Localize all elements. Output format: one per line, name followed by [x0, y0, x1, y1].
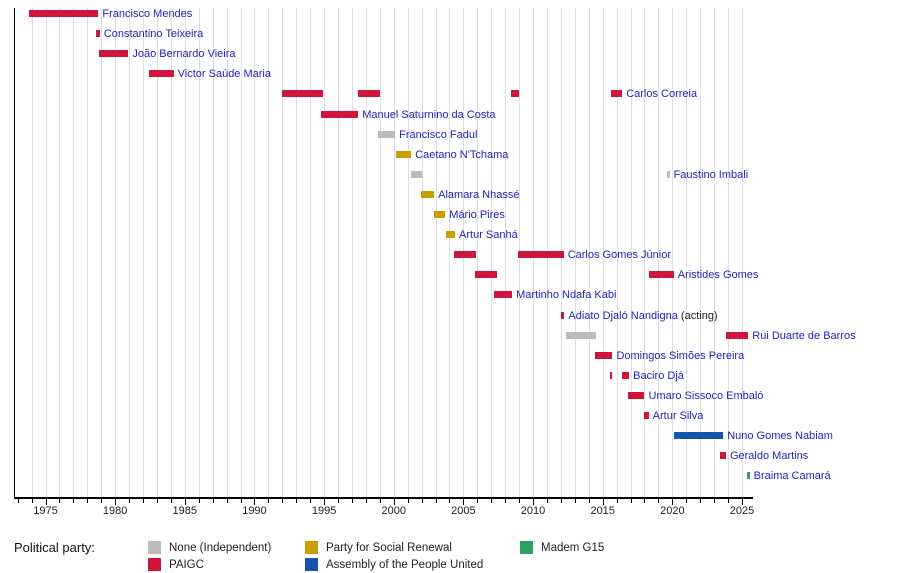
axis-tick-label: 2000	[381, 505, 406, 517]
axis-tick	[505, 499, 506, 503]
person-label[interactable]	[730, 450, 808, 462]
axis-tick	[199, 499, 200, 503]
year-gridline	[728, 8, 729, 497]
year-gridline	[714, 8, 715, 497]
person-name[interactable]: Geraldo Martins	[729, 450, 809, 463]
year-gridline	[686, 8, 687, 497]
axis-tick-label: 2020	[660, 505, 685, 517]
person-label[interactable]	[674, 169, 749, 181]
axis-tick	[533, 499, 534, 505]
term-bar	[622, 372, 630, 379]
year-gridline	[338, 8, 339, 497]
term-bar	[396, 151, 411, 158]
term-bar	[494, 291, 512, 298]
person-label[interactable]	[568, 310, 717, 322]
axis-tick	[46, 499, 47, 505]
axis-tick-label: 1995	[311, 505, 337, 517]
year-gridline	[32, 8, 33, 497]
person-name[interactable]: Constantino Teixeira	[103, 28, 204, 41]
year-gridline	[310, 8, 311, 497]
axis-tick	[561, 499, 562, 503]
person-label[interactable]	[653, 410, 704, 422]
year-gridline	[254, 8, 255, 497]
axis-tick	[380, 499, 381, 503]
year-gridline	[143, 8, 144, 497]
axis-tick	[603, 499, 604, 505]
year-gridline	[241, 8, 242, 497]
year-gridline	[672, 8, 673, 497]
person-name[interactable]: Artur Sanhá	[459, 229, 518, 242]
axis-tick	[728, 499, 729, 503]
axis-tick	[658, 499, 659, 503]
year-gridline	[87, 8, 88, 497]
axis-tick	[436, 499, 437, 503]
term-bar	[610, 372, 612, 379]
legend-label-apu: Assembly of the People United	[326, 559, 484, 571]
term-bar	[475, 271, 497, 278]
person-name[interactable]: Braima Camará	[753, 470, 831, 483]
person-name[interactable]: Manuel Saturnino da Costa	[362, 108, 496, 121]
axis-tick	[185, 499, 186, 505]
axis-tick	[589, 499, 590, 503]
term-bar	[434, 211, 445, 218]
person-name[interactable]: Artur Silva	[652, 410, 704, 422]
person-suffix: (acting)	[677, 309, 718, 322]
y-axis	[14, 8, 16, 497]
legend-label-none: None (Independent)	[169, 542, 272, 554]
term-bar	[518, 251, 563, 258]
x-axis	[14, 497, 754, 499]
axis-tick	[268, 499, 269, 503]
year-gridline	[491, 8, 492, 497]
axis-tick-label: 1985	[172, 505, 198, 517]
person-name[interactable]: Carlos Gomes Júnior	[567, 249, 672, 262]
term-bar	[674, 432, 723, 439]
person-label[interactable]	[616, 350, 744, 362]
term-bar	[421, 191, 434, 198]
term-bar	[726, 332, 748, 339]
year-gridline	[505, 8, 506, 497]
axis-tick	[310, 499, 311, 503]
year-gridline	[394, 8, 395, 497]
term-bar	[321, 111, 359, 118]
axis-tick	[449, 499, 450, 503]
person-name[interactable]: Rui Duarte de Barros	[752, 329, 856, 342]
year-gridline	[157, 8, 158, 497]
person-name[interactable]: Francisco Fadul	[399, 128, 478, 141]
term-bar	[411, 171, 421, 178]
term-bar	[566, 332, 595, 339]
axis-tick-label: 2010	[520, 505, 546, 517]
person-name[interactable]: Umaro Sissoco Embaló	[648, 389, 764, 402]
axis-tick	[143, 499, 144, 503]
person-name[interactable]: Victor Saúde Maria	[177, 68, 271, 81]
person-label[interactable]	[399, 129, 477, 141]
person-name[interactable]: Domingos Simões Pereira	[616, 349, 745, 362]
person-label[interactable]	[362, 109, 495, 121]
person-name[interactable]: Aristides Gomes	[677, 269, 759, 282]
axis-tick	[101, 499, 102, 503]
person-label[interactable]	[132, 48, 235, 60]
legend-swatch-paigc	[148, 558, 161, 571]
axis-tick	[32, 499, 33, 503]
term-bar	[561, 312, 564, 319]
axis-tick	[87, 499, 88, 503]
term-bar	[446, 231, 455, 238]
axis-tick	[352, 499, 353, 503]
person-name[interactable]: Nuno Gomes Nabiam	[727, 430, 833, 443]
legend-swatch-none	[148, 541, 161, 554]
person-label[interactable]	[104, 28, 203, 40]
term-bar	[358, 90, 380, 97]
person-name[interactable]: João Bernardo Vieira	[132, 48, 236, 61]
person-label[interactable]	[754, 470, 831, 482]
term-bar	[649, 271, 674, 278]
axis-tick	[463, 499, 464, 505]
person-name[interactable]: Faustino Imbali	[673, 168, 749, 181]
axis-tick	[213, 499, 214, 503]
year-gridline	[282, 8, 283, 497]
year-gridline	[422, 8, 423, 497]
term-bar	[667, 171, 669, 178]
axis-tick	[129, 499, 130, 503]
person-name[interactable]: Mário Pires	[449, 209, 505, 221]
term-bar	[99, 50, 128, 57]
person-name[interactable]: Martinho Ndafa Kabi	[516, 289, 617, 302]
person-name[interactable]: Carlos Correia	[626, 88, 698, 101]
axis-tick-label: 2025	[729, 505, 755, 517]
person-label[interactable]	[727, 430, 833, 442]
year-gridline	[185, 8, 186, 497]
person-label[interactable]	[568, 249, 671, 261]
axis-tick	[73, 499, 74, 503]
person-label[interactable]	[516, 289, 616, 301]
axis-tick	[157, 499, 158, 503]
term-bar	[378, 131, 395, 138]
axis-tick	[742, 499, 743, 505]
person-label[interactable]	[438, 189, 519, 201]
axis-tick	[59, 499, 60, 503]
person-label[interactable]	[626, 88, 697, 100]
term-bar	[29, 10, 98, 17]
axis-tick-label: 2015	[590, 505, 615, 517]
year-gridline	[59, 8, 60, 497]
axis-tick	[241, 499, 242, 503]
term-bar	[611, 90, 622, 97]
year-gridline	[380, 8, 381, 497]
axis-tick	[18, 499, 19, 503]
person-name[interactable]: Baciro Djá	[633, 369, 684, 382]
axis-tick	[714, 499, 715, 503]
year-gridline	[700, 8, 701, 497]
legend-label-prs: Party for Social Renewal	[326, 542, 452, 554]
person-label[interactable]	[678, 269, 759, 281]
person-label[interactable]	[415, 149, 508, 161]
axis-tick	[519, 499, 520, 503]
person-label[interactable]	[102, 8, 192, 20]
year-gridline	[115, 8, 116, 497]
year-gridline	[477, 8, 478, 497]
axis-tick	[617, 499, 618, 503]
person-label[interactable]	[752, 330, 855, 342]
axis-tick	[422, 499, 423, 503]
person-label[interactable]	[178, 68, 271, 80]
person-label[interactable]	[459, 229, 518, 241]
person-name[interactable]: Francisco Mendes	[102, 8, 193, 20]
year-gridline	[296, 8, 297, 497]
axis-tick	[338, 499, 339, 503]
axis-tick	[700, 499, 701, 503]
year-gridline	[171, 8, 172, 497]
year-gridline	[227, 8, 228, 497]
term-bar	[644, 412, 648, 419]
year-gridline	[408, 8, 409, 497]
year-gridline	[213, 8, 214, 497]
axis-tick	[227, 499, 228, 503]
term-bar	[282, 90, 322, 97]
person-name[interactable]: Adiato Djaló Nandigna	[568, 309, 678, 322]
axis-tick-label: 1980	[102, 505, 128, 517]
axis-tick	[115, 499, 116, 505]
year-gridline	[742, 8, 743, 497]
year-gridline	[199, 8, 200, 497]
axis-tick	[324, 499, 325, 505]
axis-tick	[296, 499, 297, 503]
axis-tick-label: 1975	[33, 505, 58, 517]
year-gridline	[366, 8, 367, 497]
term-bar	[511, 90, 519, 97]
term-bar	[720, 452, 726, 459]
axis-tick	[644, 499, 645, 503]
axis-tick	[254, 499, 255, 505]
axis-tick-label: 1990	[242, 505, 267, 517]
axis-tick	[408, 499, 409, 503]
year-gridline	[352, 8, 353, 497]
year-gridline	[46, 8, 47, 497]
legend-title: Political party:	[14, 540, 95, 555]
axis-tick	[672, 499, 673, 505]
axis-tick	[477, 499, 478, 503]
legend-swatch-madem	[520, 541, 533, 554]
axis-tick	[631, 499, 632, 503]
axis-tick	[575, 499, 576, 503]
person-label[interactable]	[648, 390, 763, 402]
term-bar	[595, 352, 612, 359]
legend-swatch-prs	[305, 541, 318, 554]
year-gridline	[101, 8, 102, 497]
axis-tick-label: 2005	[451, 505, 476, 517]
person-label[interactable]	[449, 209, 505, 221]
term-bar	[628, 392, 645, 399]
term-bar	[454, 251, 476, 258]
axis-tick	[686, 499, 687, 503]
axis-tick	[282, 499, 283, 503]
axis-tick	[394, 499, 395, 505]
year-gridline	[449, 8, 450, 497]
year-gridline	[324, 8, 325, 497]
axis-tick	[366, 499, 367, 503]
term-bar	[96, 30, 100, 37]
year-gridline	[436, 8, 437, 497]
year-gridline	[129, 8, 130, 497]
year-gridline	[268, 8, 269, 497]
person-name[interactable]: Alamara Nhassé	[438, 188, 520, 201]
axis-tick	[171, 499, 172, 503]
person-name[interactable]: Caetano N'Tchama	[415, 148, 509, 161]
year-gridline	[73, 8, 74, 497]
axis-tick	[547, 499, 548, 503]
term-bar	[149, 70, 174, 77]
legend-label-paigc: PAIGC	[169, 559, 204, 571]
term-bar	[747, 472, 750, 479]
legend-label-madem: Madem G15	[541, 542, 605, 554]
person-label[interactable]	[633, 370, 684, 382]
legend-swatch-apu	[305, 558, 318, 571]
axis-tick	[491, 499, 492, 503]
